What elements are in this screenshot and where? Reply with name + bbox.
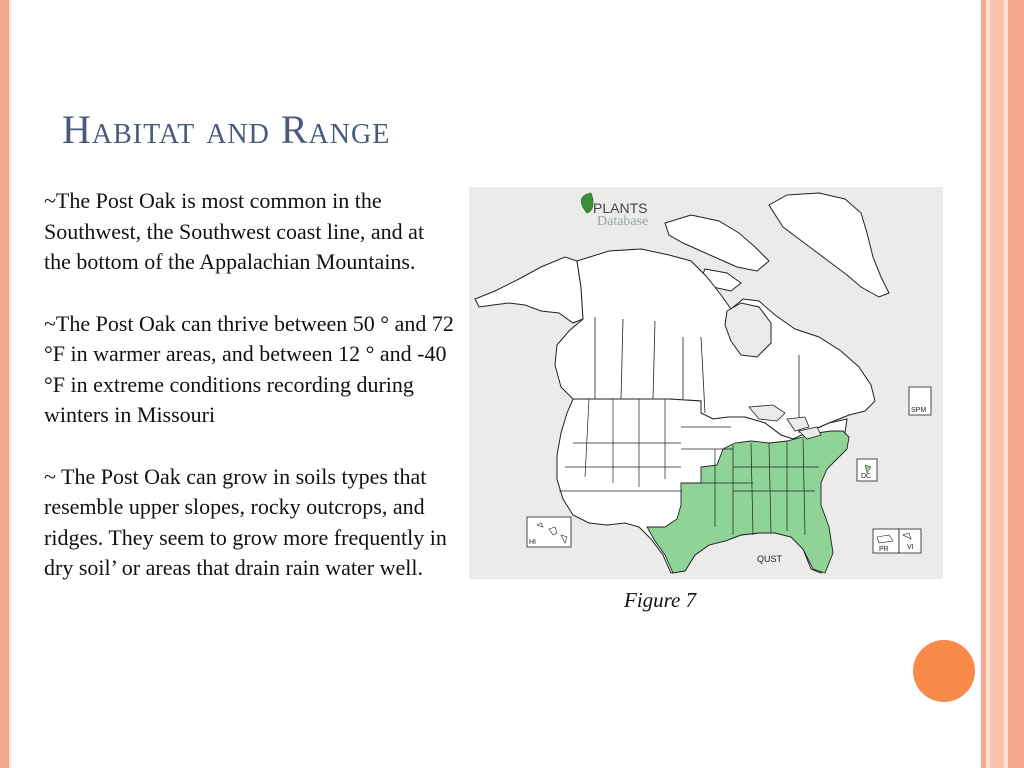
greenland-landmass bbox=[769, 193, 889, 297]
right-border-stripe bbox=[990, 0, 1004, 768]
plants-leaf-logo bbox=[581, 193, 593, 213]
decorative-orange-circle bbox=[913, 640, 975, 702]
figure-caption: Figure 7 bbox=[624, 588, 697, 612]
paragraph-temperature: ~The Post Oak can thrive between 50 ° and 72 °F in warmer areas, and between 12 ° and -40 °F in extreme conditions recording during winters in Missouri bbox=[44, 310, 454, 427]
right-border-stripe bbox=[1008, 0, 1024, 768]
hi-label: HI bbox=[529, 539, 536, 546]
north-america-map bbox=[469, 187, 943, 579]
slide-body bbox=[44, 186, 454, 615]
paragraph-common-range: ~The Post Oak is most common in the Southwest, the Southwest coast line, and at the bottom of the Appalachian Mountains. bbox=[44, 188, 425, 274]
slide-title: Habitat and Range bbox=[62, 107, 391, 152]
spm-label: SPM bbox=[911, 407, 927, 414]
dc-label: DC bbox=[861, 473, 872, 480]
pr-label: PR bbox=[879, 546, 889, 553]
species-code-label: QUST bbox=[757, 554, 783, 564]
left-border-decoration bbox=[0, 0, 9, 768]
logo-database-text: Database bbox=[597, 214, 649, 229]
left-border-highlight bbox=[9, 0, 11, 768]
logo-plants-text: PLANTS bbox=[593, 200, 648, 216]
paragraph-soil: ~ The Post Oak can grow in soils types that resemble upper slopes, rocky outcrops, and ridges. They seem to grow more frequently in dry soil’ or areas that drain rain water well. bbox=[44, 463, 447, 580]
vi-label: VI bbox=[907, 544, 914, 551]
range-map bbox=[469, 187, 943, 579]
alaska-landmass bbox=[475, 257, 583, 323]
